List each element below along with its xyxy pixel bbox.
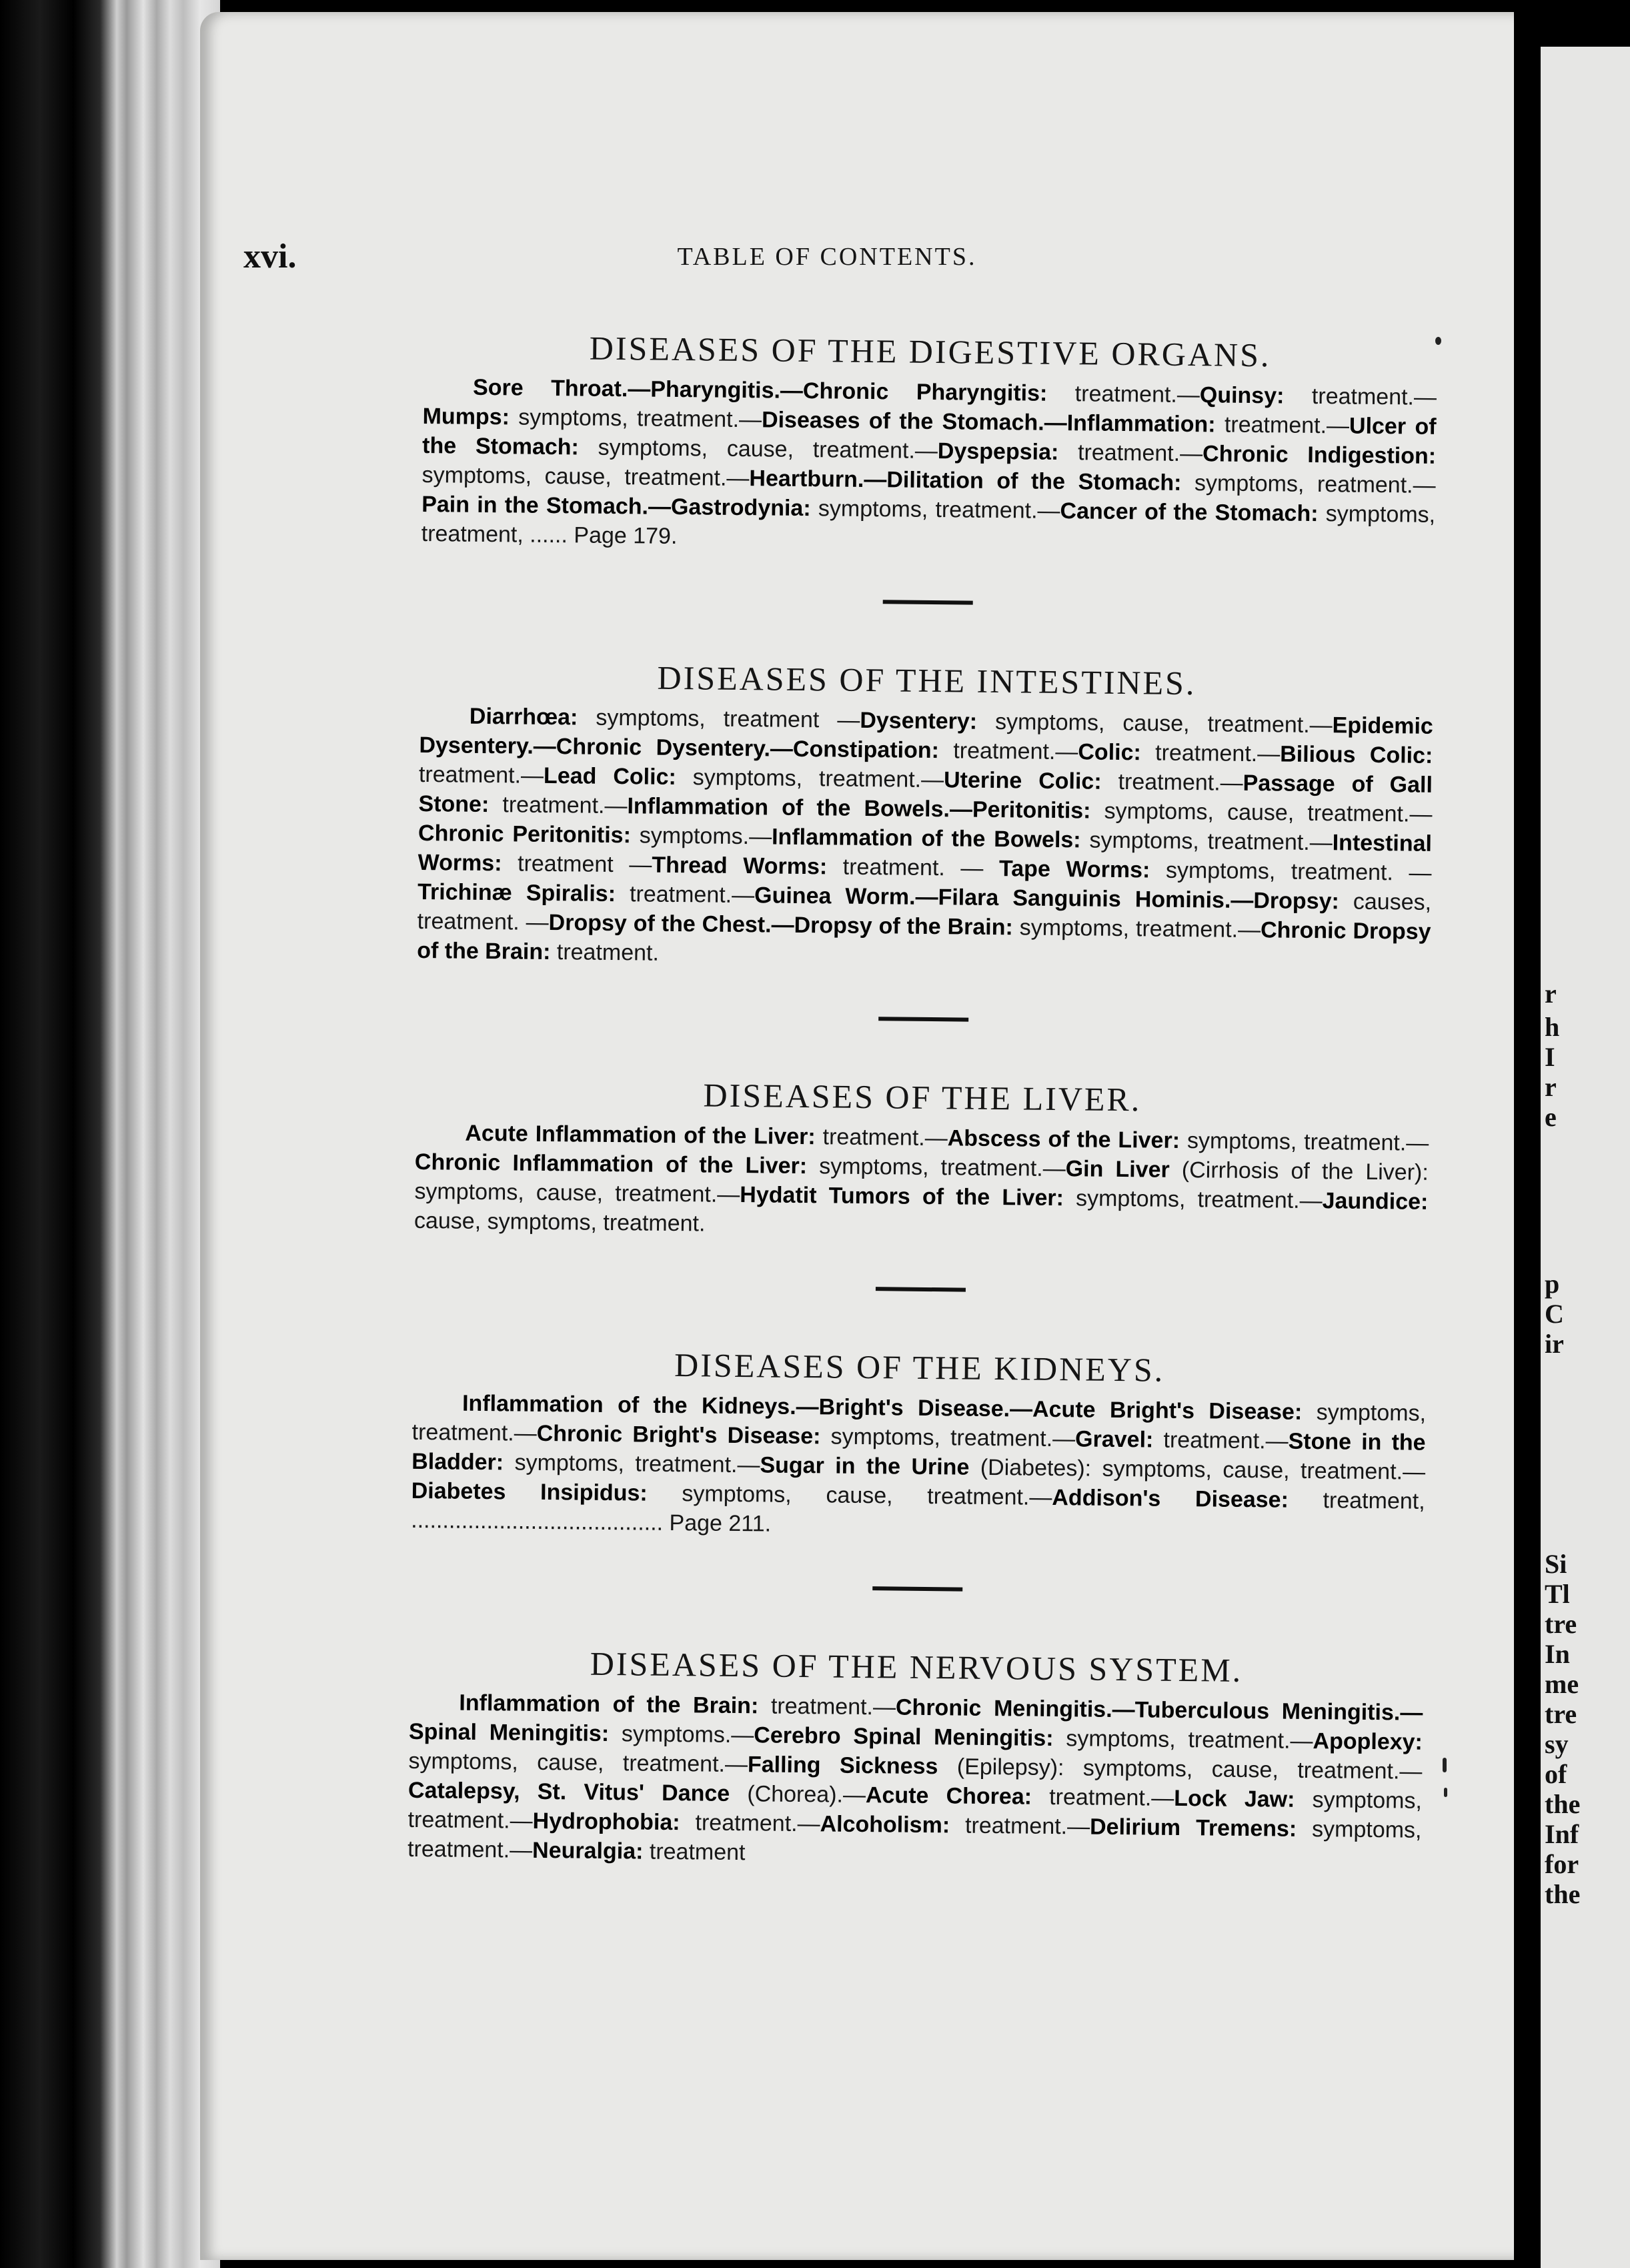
ink-speck bbox=[1443, 1758, 1447, 1772]
adjacent-page-fragment: I bbox=[1545, 1042, 1555, 1072]
section-intestines bbox=[417, 656, 1434, 976]
entry-text: treatment.— bbox=[949, 1812, 1090, 1840]
adjacent-page-fragment: sy bbox=[1545, 1729, 1569, 1759]
section-entries bbox=[414, 1118, 1429, 1246]
entry-heading: Ulcer of the Stomach: bbox=[422, 413, 1437, 460]
adjacent-page-fragment: e bbox=[1545, 1102, 1557, 1132]
entry-text: symptoms.— bbox=[630, 822, 772, 850]
entry-text: symptoms.— bbox=[608, 1721, 754, 1748]
section-digestive-organs bbox=[422, 327, 1437, 559]
page-gutter bbox=[1514, 0, 1541, 2268]
page-number: xvi. bbox=[243, 237, 297, 275]
entry-text: (Diabetes): symptoms, cause, treatment.— bbox=[969, 1454, 1426, 1485]
entry-text: treatment.— bbox=[1101, 768, 1243, 796]
entry-text: treatment.— bbox=[1284, 383, 1437, 410]
entry-text: symptoms, treatment.— bbox=[503, 1450, 760, 1478]
entry-text: symptoms, treatment.— bbox=[407, 1816, 1422, 1863]
adjacent-page-fragment: of bbox=[1545, 1759, 1567, 1789]
entry-text: symptoms, cause, treatment.— bbox=[408, 1748, 748, 1778]
adjacent-page-fragment: ir bbox=[1545, 1329, 1564, 1359]
entry-text: symptoms, treatment.— bbox=[408, 1786, 1423, 1834]
entry-heading: Thread Worms: bbox=[652, 852, 828, 880]
entry-text: symptoms, treatment.— bbox=[1012, 915, 1261, 943]
entry-text: symptoms, treatment.— bbox=[676, 764, 944, 793]
section-divider bbox=[872, 1586, 962, 1591]
section-divider bbox=[882, 600, 972, 604]
entry-text: symptoms, reatment.— bbox=[1181, 470, 1436, 498]
section-divider bbox=[875, 1287, 965, 1291]
entry-text: treatment.— bbox=[418, 761, 544, 788]
entry-text: symptoms, treatment.— bbox=[1053, 1726, 1313, 1754]
entry-heading: Dysentery: bbox=[860, 707, 978, 734]
entry-heading: Epidemic Dysentery.—Chronic Dysentery.—Constipation: bbox=[419, 712, 1434, 764]
entry-heading: Chronic Peritonitis: bbox=[418, 820, 632, 848]
entry-heading: Heartburn.—Dilitation of the Stomach: bbox=[749, 466, 1182, 496]
adjacent-page-edge bbox=[1541, 47, 1630, 2268]
entry-heading: Addison's Disease: bbox=[1052, 1484, 1289, 1513]
entry-heading: Chronic Meningitis.—Tuberculous Meningitis.—Spinal Meningitis: bbox=[408, 1694, 1423, 1747]
entry-heading: Intestinal Worms: bbox=[418, 830, 1433, 877]
running-title: TABLE OF CONTENTS. bbox=[677, 243, 977, 271]
table-of-contents bbox=[408, 327, 1437, 1874]
entry-heading: Hydatit Tumors of the Liver: bbox=[740, 1182, 1064, 1211]
entry-heading: Acute Inflammation of the Liver: bbox=[465, 1120, 816, 1150]
entry-text: treatment.— bbox=[489, 792, 628, 819]
entry-heading: Sore Throat.—Pharyngitis.—Chronic Pharyngitis: bbox=[472, 374, 1048, 406]
entry-text: treatment. bbox=[550, 939, 660, 966]
entry-heading: Chronic Bright's Disease: bbox=[536, 1420, 821, 1450]
entry-heading: Trichinæ Spiralis: bbox=[417, 879, 616, 907]
entry-text: (Epilepsy): symptoms, cause, treatment.— bbox=[938, 1754, 1423, 1784]
entry-heading: Dropsy of the Chest.—Dropsy of the Brain: bbox=[548, 910, 1014, 941]
entry-heading: Chronic Inflammation of the Liver: bbox=[414, 1149, 808, 1179]
entry-text: symptoms, treatment. — bbox=[1150, 857, 1432, 886]
entry-text: treatment.— bbox=[1140, 740, 1281, 767]
entry-text: treatment.— bbox=[1047, 380, 1200, 408]
section-title: DISEASES OF THE LIVER. bbox=[703, 1076, 1142, 1119]
entry-heading: Passage of Gall Stone: bbox=[418, 770, 1433, 818]
entry-heading: Cerebro Spinal Meningitis: bbox=[754, 1722, 1054, 1752]
entry-text: symptoms, treatment.— bbox=[806, 1153, 1066, 1182]
entry-heading: Inflammation of the Brain: bbox=[459, 1690, 759, 1719]
entry-heading: Dyspepsia: bbox=[937, 438, 1059, 465]
entry-heading: Diarrhœa: bbox=[469, 703, 578, 730]
adjacent-page-fragment: Si bbox=[1545, 1549, 1567, 1579]
entry-heading: Abscess of the Liver: bbox=[947, 1125, 1180, 1153]
section-nervous-system bbox=[408, 1642, 1423, 1874]
adjacent-page-fragment: In bbox=[1545, 1639, 1570, 1669]
entry-heading: Delirium Tremens: bbox=[1089, 1814, 1297, 1842]
adjacent-page-fragment: the bbox=[1545, 1879, 1581, 1909]
entry-heading: Uterine Colic: bbox=[943, 767, 1102, 794]
entry-heading: Chronic Indigestion: bbox=[1202, 441, 1437, 469]
entry-heading: Neuralgia: bbox=[532, 1837, 644, 1864]
entry-heading: Cancer of the Stomach: bbox=[1060, 498, 1319, 527]
book-binding-edge bbox=[0, 0, 220, 2268]
adjacent-page-fragment: the bbox=[1545, 1789, 1581, 1819]
adjacent-page-fragment: Inf bbox=[1545, 1819, 1579, 1849]
entry-heading: Lock Jaw: bbox=[1174, 1785, 1295, 1812]
entry-heading: Alcoholism: bbox=[820, 1811, 950, 1838]
entry-heading: Apoplexy: bbox=[1313, 1728, 1423, 1755]
adjacent-page-fragment: r bbox=[1545, 1072, 1557, 1102]
entry-text: treatment, ........................................ Page 211. bbox=[411, 1487, 1425, 1537]
section-kidneys bbox=[411, 1343, 1427, 1546]
entry-text: treatment.— bbox=[615, 881, 755, 909]
entry-heading: Catalepsy, St. Vitus' Dance bbox=[408, 1777, 730, 1806]
entry-heading: Lead Colic: bbox=[543, 762, 676, 790]
entry-heading: Tape Worms: bbox=[998, 856, 1150, 883]
entry-heading: Hydrophobia: bbox=[532, 1808, 680, 1836]
entry-heading: Quinsy: bbox=[1199, 382, 1285, 409]
entry-text: causes, treatment. — bbox=[417, 889, 1432, 936]
entry-text: treatment.— bbox=[1058, 439, 1203, 467]
entry-heading: Jaundice: bbox=[1322, 1188, 1429, 1215]
entry-text: treatment.— bbox=[680, 1810, 820, 1837]
entry-heading: Guinea Worm.—Filara Sanguinis Hominis.—Dropsy: bbox=[754, 883, 1340, 915]
entry-heading: Inflammation of the Kidneys.—Bright's Disease.—Acute Bright's Disease: bbox=[462, 1390, 1303, 1425]
entry-heading: Colic: bbox=[1078, 739, 1142, 766]
entry-text: symptoms, cause, treatment.— bbox=[578, 434, 938, 464]
entry-text: symptoms, cause, treatment.— bbox=[647, 1480, 1052, 1510]
entry-text: (Cirrhosis of the Liver): symptoms, cause, treatment.— bbox=[414, 1157, 1429, 1208]
ink-speck bbox=[1444, 1788, 1447, 1797]
adjacent-page-fragment: h bbox=[1545, 1012, 1560, 1042]
adjacent-page-fragment: for bbox=[1545, 1849, 1579, 1879]
entry-heading: Stone in the Bladder: bbox=[411, 1428, 1426, 1476]
entry-text: symptoms, treatment.— bbox=[1179, 1127, 1429, 1156]
entry-heading: Mumps: bbox=[422, 403, 510, 430]
adjacent-page-fragment: p bbox=[1545, 1269, 1560, 1299]
entry-heading: Diseases of the Stomach.—Inflammation: bbox=[761, 407, 1216, 438]
entry-heading: Gravel: bbox=[1074, 1426, 1154, 1453]
entry-heading: Bilious Colic: bbox=[1280, 741, 1433, 768]
entry-text: symptoms, treatment.— bbox=[1080, 827, 1333, 856]
entry-heading: Gin Liver bbox=[1065, 1156, 1170, 1183]
section-title: DISEASES OF THE DIGESTIVE ORGANS. bbox=[589, 329, 1271, 374]
entry-heading: Inflammation of the Bowels: bbox=[771, 824, 1081, 853]
entry-text: treatment.— bbox=[1031, 1784, 1174, 1811]
entry-text: symptoms, cause, treatment.— bbox=[422, 462, 750, 492]
entry-text: treatment. — bbox=[826, 854, 1000, 882]
entry-heading: Inflammation of the Bowels.—Peritonitis: bbox=[627, 793, 1091, 824]
section-liver bbox=[414, 1073, 1429, 1246]
section-title: DISEASES OF THE KIDNEYS. bbox=[674, 1346, 1165, 1389]
entry-heading: Diabetes Insipidus: bbox=[411, 1478, 648, 1506]
entry-text: treatment.— bbox=[1153, 1427, 1289, 1454]
section-title: DISEASES OF THE INTESTINES. bbox=[657, 658, 1196, 702]
ink-speck bbox=[1435, 337, 1441, 345]
entry-text: symptoms, treatment.— bbox=[509, 404, 762, 433]
page-header bbox=[243, 237, 1411, 290]
section-entries bbox=[411, 1388, 1426, 1546]
entry-text: symptoms, treatment.— bbox=[810, 496, 1060, 524]
section-divider bbox=[878, 1017, 968, 1021]
section-entries bbox=[408, 1688, 1423, 1874]
entry-text: symptoms, treatment, ...... Page 179. bbox=[421, 501, 1436, 549]
entry-heading: Pain in the Stomach.—Gastrodynia: bbox=[422, 491, 811, 522]
section-entries bbox=[422, 372, 1437, 559]
adjacent-page-fragment: tre bbox=[1545, 1609, 1577, 1639]
entry-text: symptoms, treatment.— bbox=[1063, 1185, 1323, 1214]
entry-text: treatment.— bbox=[815, 1124, 948, 1151]
adjacent-page-fragment: Tl bbox=[1545, 1579, 1570, 1609]
adjacent-page-fragment: r bbox=[1545, 979, 1557, 1009]
entry-heading: Sugar in the Urine bbox=[760, 1452, 970, 1480]
entry-text: symptoms, cause, treatment.— bbox=[976, 708, 1333, 738]
adjacent-page-fragment: C bbox=[1545, 1299, 1564, 1329]
entry-text: cause, symptoms, treatment. bbox=[414, 1207, 706, 1237]
entry-text: symptoms, treatment.— bbox=[412, 1399, 1427, 1446]
entry-text: (Chorea).— bbox=[729, 1780, 866, 1808]
adjacent-page-fragment: me bbox=[1545, 1669, 1579, 1699]
entry-text: symptoms, cause, treatment.— bbox=[1090, 798, 1433, 827]
entry-heading: Acute Chorea: bbox=[865, 1782, 1032, 1810]
entry-text: treatment.— bbox=[758, 1693, 896, 1720]
section-entries bbox=[417, 701, 1433, 976]
entry-heading: Falling Sickness bbox=[747, 1752, 938, 1780]
entry-text: treatment.— bbox=[938, 738, 1078, 765]
entry-text: treatment bbox=[643, 1838, 746, 1866]
entry-heading: Chronic Dropsy of the Brain: bbox=[417, 917, 1431, 965]
entry-text: symptoms, treatment — bbox=[578, 704, 860, 733]
entry-text: treatment.— bbox=[1215, 412, 1350, 439]
entry-text: treatment — bbox=[502, 851, 652, 878]
adjacent-page-fragment: tre bbox=[1545, 1699, 1577, 1729]
section-title: DISEASES OF THE NERVOUS SYSTEM. bbox=[590, 1644, 1243, 1689]
entry-text: symptoms, treatment.— bbox=[820, 1424, 1076, 1452]
